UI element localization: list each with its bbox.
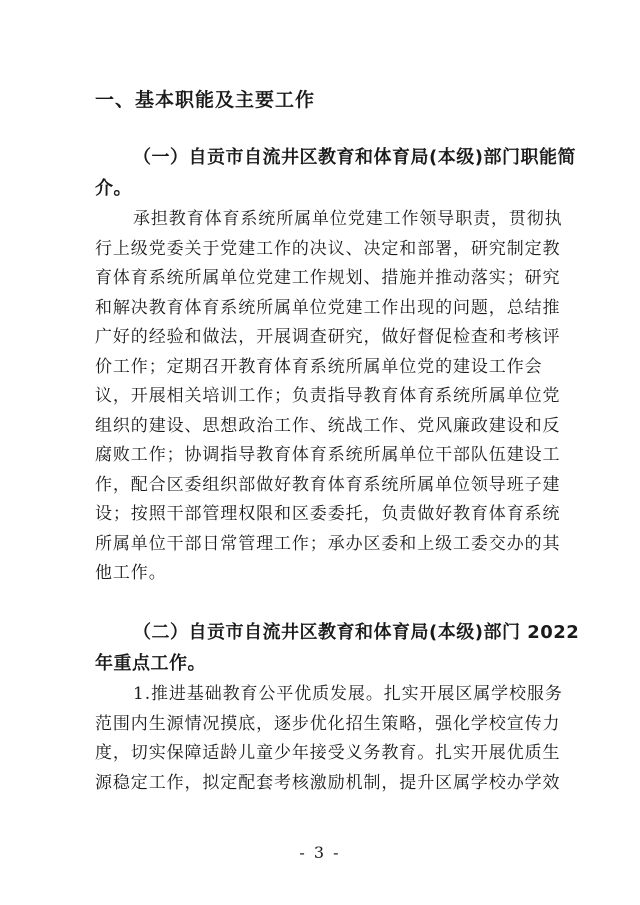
body-line: 作，配合区委组织部做好教育体育系统所属单位领导班子建 (95, 474, 561, 495)
body-line: 议，开展相关培训工作；负责指导教育体育系统所属单位党 (95, 386, 561, 406)
body-line: 育体育系统所属单位党建工作规划、措施并推动落实；研究 (95, 268, 561, 288)
body-line: 范围内生源情况摸底，逐步优化招生策略，强化学校宣传力 (95, 713, 561, 734)
section-1-title (95, 142, 576, 204)
body-line: 和解决教育体育系统所属单位党建工作出现的问题，总结推 (95, 297, 561, 318)
section-1-title-line: （一）自贡市自流井区教育和体育局(本级)部门职能简 (133, 147, 576, 168)
page-number: - 3 - (299, 843, 341, 862)
section-1-body (95, 205, 563, 589)
body-line: 设；按照干部管理权限和区委委托，负责做好教育体育系统 (95, 504, 561, 524)
body-line: 度，切实保障适龄儿童少年接受义务教育。扎实开展优质生 (95, 743, 561, 763)
body-line: 组织的建设、思想政治工作、统战工作、党风廉政建设和反 (95, 415, 561, 436)
heading-basic-functions: 一、基本职能及主要工作 (95, 89, 316, 111)
body-line: 广好的经验和做法，开展调查研究，做好督促检查和考核评 (95, 327, 561, 347)
section-2-body (95, 680, 563, 798)
body-line: 他工作。 (95, 563, 167, 583)
section-2-title (95, 617, 580, 679)
body-line: 1.推进基础教育公平优质发展。扎实开展区属学校服务 (133, 684, 563, 704)
body-line: 所属单位干部日常管理工作；承办区委和上级工委交办的其 (95, 533, 561, 554)
body-line: 承担教育体育系统所属单位党建工作领导职责，贯彻执 (133, 209, 563, 229)
body-line: 价工作；定期召开教育体育系统所属单位党的建设工作会 (95, 356, 543, 377)
section-2-title-line: 年重点工作。 (95, 653, 206, 674)
section-1-title-line: 介。 (95, 178, 132, 199)
section-2-title-line: （二）自贡市自流井区教育和体育局(本级)部门 2022 (133, 622, 580, 643)
body-line: 行上级党委关于党建工作的决议、决定和部署，研究制定教 (95, 238, 561, 259)
body-line: 源稳定工作，拟定配套考核激励机制，提升区属学校办学效 (95, 772, 561, 793)
body-line: 腐败工作；协调指导教育体育系统所属单位干部队伍建设工 (95, 445, 561, 465)
